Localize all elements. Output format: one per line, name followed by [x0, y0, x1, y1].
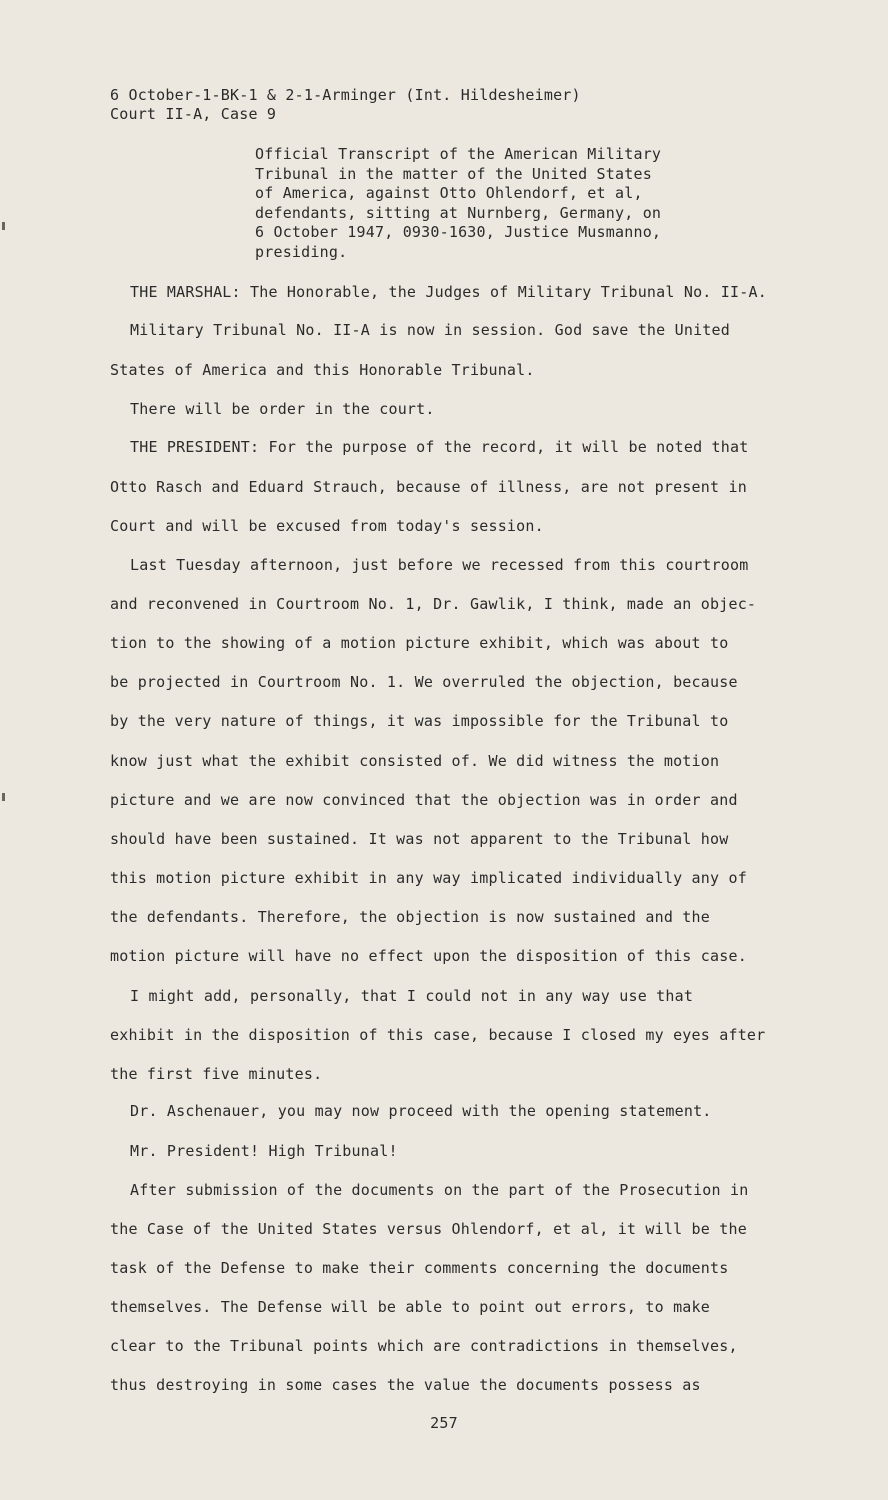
transcript-line: States of America and this Honorable Tribunal.: [110, 361, 535, 379]
transcript-line: should have been sustained. It was not apparent to the Tribunal how: [110, 830, 729, 848]
transcript-line: thus destroying in some cases the value the documents possess as: [110, 1376, 701, 1394]
transcript-line: THE PRESIDENT: For the purpose of the record, it will be noted that: [130, 438, 749, 456]
transcript-line: picture and we are now convinced that the objection was in order and: [110, 791, 738, 809]
transcript-line: tion to the showing of a motion picture exhibit, which was about to: [110, 634, 729, 652]
page-number: 257: [430, 1414, 458, 1432]
transcript-line: Mr. President! High Tribunal!: [130, 1142, 398, 1160]
transcript-line: THE MARSHAL: The Honorable, the Judges of Military Tribunal No. II-A.: [130, 283, 767, 301]
header-session-line: 6 October-1-BK-1 & 2-1-Arminger (Int. Hildesheimer): [110, 86, 581, 104]
transcript-line: Otto Rasch and Eduard Strauch, because of illness, are not present in: [110, 478, 747, 496]
transcript-line: exhibit in the disposition of this case, because I closed my eyes after: [110, 1026, 766, 1044]
caption-line: presiding.: [255, 242, 348, 261]
transcript-line: clear to the Tribunal points which are contradictions in themselves,: [110, 1337, 738, 1355]
caption-line: Official Transcript of the American Military: [255, 145, 662, 163]
caption-line: Tribunal in the matter of the United States: [255, 164, 652, 183]
transcript-line: the first five minutes.: [110, 1065, 323, 1083]
binder-mark: [2, 222, 5, 230]
transcript-line: I might add, personally, that I could not in any way use that: [130, 987, 694, 1005]
transcript-line: task of the Defense to make their comments concerning the documents: [110, 1259, 729, 1277]
caption-line: defendants, sitting at Nurnberg, Germany, on: [255, 203, 662, 222]
transcript-line: After submission of the documents on the part of the Prosecution in: [130, 1181, 749, 1199]
transcript-line: know just what the exhibit consisted of. We did witness the motion: [110, 752, 720, 770]
caption-line: 6 October 1947, 0930-1630, Justice Musmanno,: [255, 223, 662, 241]
header-court-line: Court II-A, Case 9: [110, 105, 277, 123]
transcript-line: be projected in Courtroom No. 1. We overruled the objection, because: [110, 673, 738, 691]
caption-line: of America, against Otto Ohlendorf, et al,: [255, 184, 643, 202]
transcript-line: There will be order in the court.: [130, 400, 435, 418]
transcript-line: Last Tuesday afternoon, just before we recessed from this courtroom: [130, 556, 749, 574]
transcript-line: the defendants. Therefore, the objection is now sustained and the: [110, 908, 710, 926]
transcript-line: the Case of the United States versus Ohlendorf, et al, it will be the: [110, 1220, 747, 1238]
transcript-line: themselves. The Defense will be able to point out errors, to make: [110, 1298, 710, 1316]
transcript-line: this motion picture exhibit in any way implicated individually any of: [110, 869, 747, 887]
transcript-line: Military Tribunal No. II-A is now in session. God save the United: [130, 321, 730, 339]
transcript-line: Dr. Aschenauer, you may now proceed with the opening statement.: [130, 1102, 712, 1120]
transcript-line: motion picture will have no effect upon the disposition of this case.: [110, 947, 747, 965]
transcript-line: Court and will be excused from today's session.: [110, 517, 544, 535]
transcript-line: and reconvened in Courtroom No. 1, Dr. Gawlik, I think, made an objec-: [110, 595, 757, 613]
transcript-line: by the very nature of things, it was impossible for the Tribunal to: [110, 712, 729, 730]
binder-mark: [2, 793, 5, 801]
